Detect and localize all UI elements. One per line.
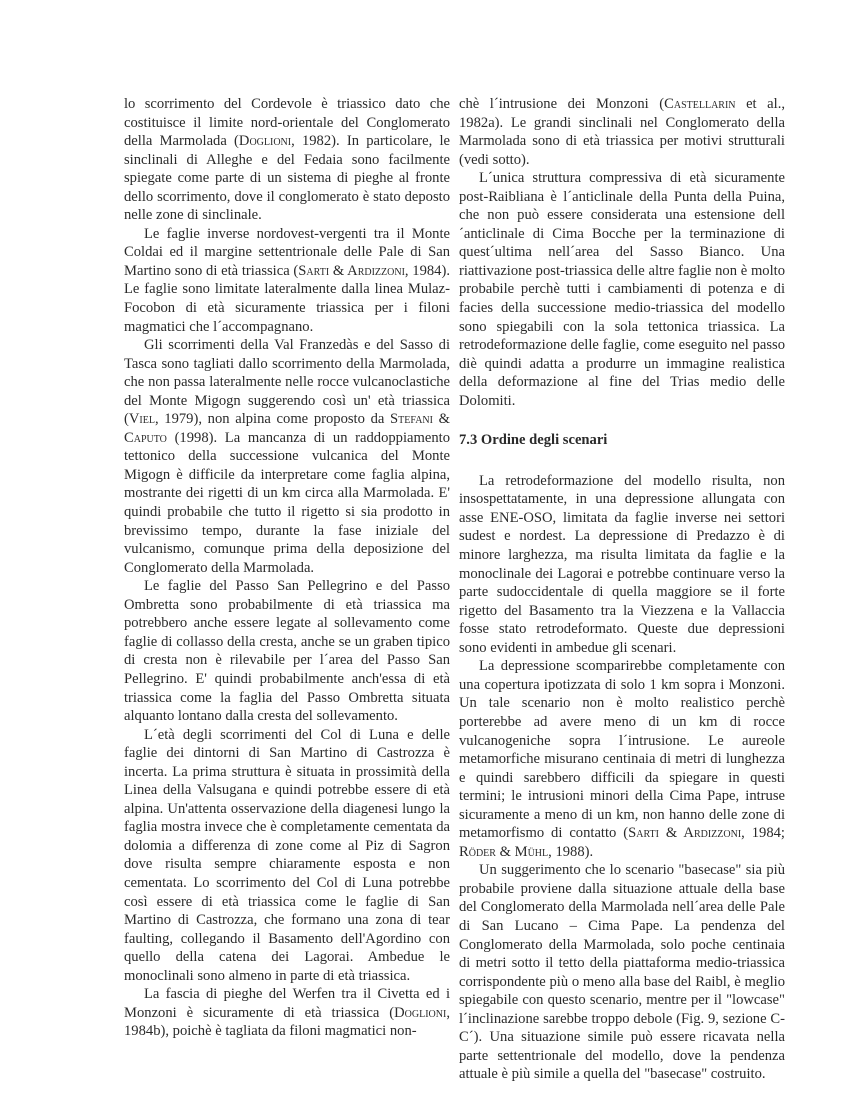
- paragraph: [124, 985, 450, 1041]
- paragraph: La retrodeformazione del modello risulta, non insospettatamente, in una depressione allungata con asse ENE-OSO, limitata da faglie inverse nei settori sudest e nordest. La depressione di Predazzo è di minore larghezza, ma risulta limitata da faglie e la monoclinale dei Lagorai e potrebbe continuare verso la parte sudoccidentale di quella maggiore se il forte rigetto del Basamento tra la Viezzena e la Vallaccia fosse stato retrodeformato. Queste due depressioni sono evidenti in ambedue gli scenari.: [459, 472, 785, 656]
- text-run: Le faglie inverse nordovest-vergenti tra il Monte Coldai ed il margine settentrionale delle Pale di San Martino sono di età triassica (: [124, 225, 450, 279]
- paragraph: [124, 336, 450, 577]
- citation: Röder & Mühl: [459, 843, 549, 860]
- citation: Doglioni: [394, 1004, 447, 1021]
- paragraph: L´unica struttura compressiva di età sicuramente post-Raibliana è l´anticlinale della Punta della Puina, che non può essere considerata una estensione dell´anticlinale di Cima Bocche per la terminazione di quest´ultima nell´area del Sasso Bianco. Una riattivazione post-triassica delle altre faglie non è molto probabile perchè tutti i cambiamenti di potenza e di facies della successione medio-triassica del modello sono spiegabili con la sola tettonica triassica. La retrodeformazione delle faglie, come eseguito nel passo diè quindi adatta a produrre un immagine realistica della deformazione al fine del Trias medio delle Dolomiti.: [459, 170, 785, 409]
- left-column: [124, 95, 450, 1041]
- text-run: , 1984b), poichè è tagliata da filoni magmatici non-: [124, 1004, 450, 1040]
- text-run: (1998). La mancanza di un raddoppiamento tettonico della successione vulcanica del Monte Migogn è difficile da interpretare come faglia alpina, mostrante dei rigetti di un km circa alla Marmolada. E' quindi probabile che tutto il rigetto si sia prodotto in brevissimo tempo, durante la fase iniziale del vulcanismo, comunque prima della deposizione del Conglomerato della Marmolada.: [124, 429, 450, 576]
- text-run: , 1984;: [741, 825, 785, 842]
- right-column: [459, 95, 785, 1084]
- text-run: La depressione scomparirebbe completamente con una copertura ipotizzata di solo 1 km sopra i Monzoni. Un tale scenario non è molto realistico perchè porterebbe ad avere meno di un km di rocce vulcanogeniche sopra l´intrusione. Le aureole metamorfiche misurano centinaia di metri di lunghezza e quindi sarebbero difficili da spiegare in questi termini; le intrusioni minori della Cima Pape, intruse sicuramente a meno di un km, non hanno delle zone di metamorfismo di contatto (: [459, 658, 785, 842]
- citation: Stefani & Caputo: [124, 411, 450, 446]
- paragraph: L´età degli scorrimenti del Col di Luna e delle faglie dei dintorni di San Martino di Castrozza è incerta. La prima struttura è situata in prossimità della Linea della Valsugana e quindi potrebbe essere di età alpina. Un'attenta osservazione della diagenesi lungo la faglia mostra invece che è completamente cementata da dolomia a differenza di zone come al Piz di Sagron dove risulta sempre chiaramente esposta e non cementata. Lo scorrimento del Col di Luna potrebbe così essere di età triassica come le faglie di San Martino di Castrozza, che formano una zona di tear faulting, collegando il Basamento dell'Agordino con quello della catena dei Lagorai. Ambedue le monoclinali sono almeno in parte di età triassica.: [124, 726, 450, 984]
- citation: Sarti & Ardizzoni: [628, 825, 742, 842]
- citation: Sarti & Ardizzoni: [298, 262, 405, 279]
- paragraph: [459, 657, 785, 861]
- citation: Castellarin: [664, 96, 736, 112]
- paragraph: [124, 95, 450, 225]
- paragraph: [459, 95, 785, 169]
- text-run: Gli scorrimenti della Val Franzedàs e del Sasso di Tasca sono tagliati dallo scorrimento della Marmolada, che non passa lateralmente nelle rocce vulcanoclastiche del Monte Migogn suggerendo così un' età triassica (: [124, 337, 450, 428]
- citation: Viel: [128, 411, 155, 428]
- paragraph: Un suggerimento che lo scenario "basecase" sia più probabile proviene dalla situazione attuale della base del Conglomerato della Marmolada nell´area delle Pale di San Lucano – Cima Pape. La pendenza del Conglomerato della Marmolada, solo poche centinaia di metri sotto il tetto della piattaforma medio-triassica corrispondente più o meno alla base del Raibl, è meglio spiegabile con questo scenario, mentre per il "lowcase" l´inclinazione sarebbe troppo debole (Fig. 9, sezione C-C´). Una situazione simile può essere ricavata nella parte settentrionale del modello, dove la pendenza attuale è più simile a quella del "basecase" costruito.: [459, 862, 785, 1083]
- paragraph: [124, 225, 450, 336]
- section-heading: 7.3 Ordine degli scenari: [459, 432, 608, 449]
- text-run: chè l´intrusione dei Monzoni (: [459, 96, 665, 112]
- text-run: , 1984). Le faglie sono limitate lateralmente dalla linea Mulaz-Focobon di età sicuramente triassica per i filoni magmatici che l´accompagnano.: [124, 262, 450, 335]
- text-run: , 1988).: [548, 843, 594, 860]
- citation: Doglioni: [238, 133, 292, 150]
- text-run: , 1979), non alpina come proposto da: [154, 411, 391, 428]
- text-run: , 1982). In particolare, le sinclinali di Alleghe e del Fedaia sono facilmente spiegate come parte di un sistema di pieghe al fronte dello scorrimento, dove il conglomerato è stato deposto nelle zone di sinclinale.: [124, 133, 450, 224]
- text-run: La fascia di pieghe del Werfen tra il Civetta ed i Monzoni è sicuramente di età triassica (: [124, 986, 450, 1021]
- text-run: lo scorrimento del Cordevole è triassico dato che costituisce il limite nord-orientale del Conglomerato della Marmolada (: [124, 96, 450, 150]
- paragraph: Le faglie del Passo San Pellegrino e del Passo Ombretta sono probabilmente di età triassica ma potrebbero anche essere legate al sollevamento come faglie di collasso della cresta, anche se un graben tipico di cresta non è rilevabile per l´area del Passo San Pellegrino. E' quindi probabilmente anch'essa di età triassica come la faglia del Passo Ombretta situata alquanto lontano dalla cresta del sollevamento.: [124, 578, 450, 725]
- text-run: et al., 1982a). Le grandi sinclinali nel Conglomerato della Marmolada sono di età triassica per motivi strutturali (vedi sotto).: [459, 96, 785, 168]
